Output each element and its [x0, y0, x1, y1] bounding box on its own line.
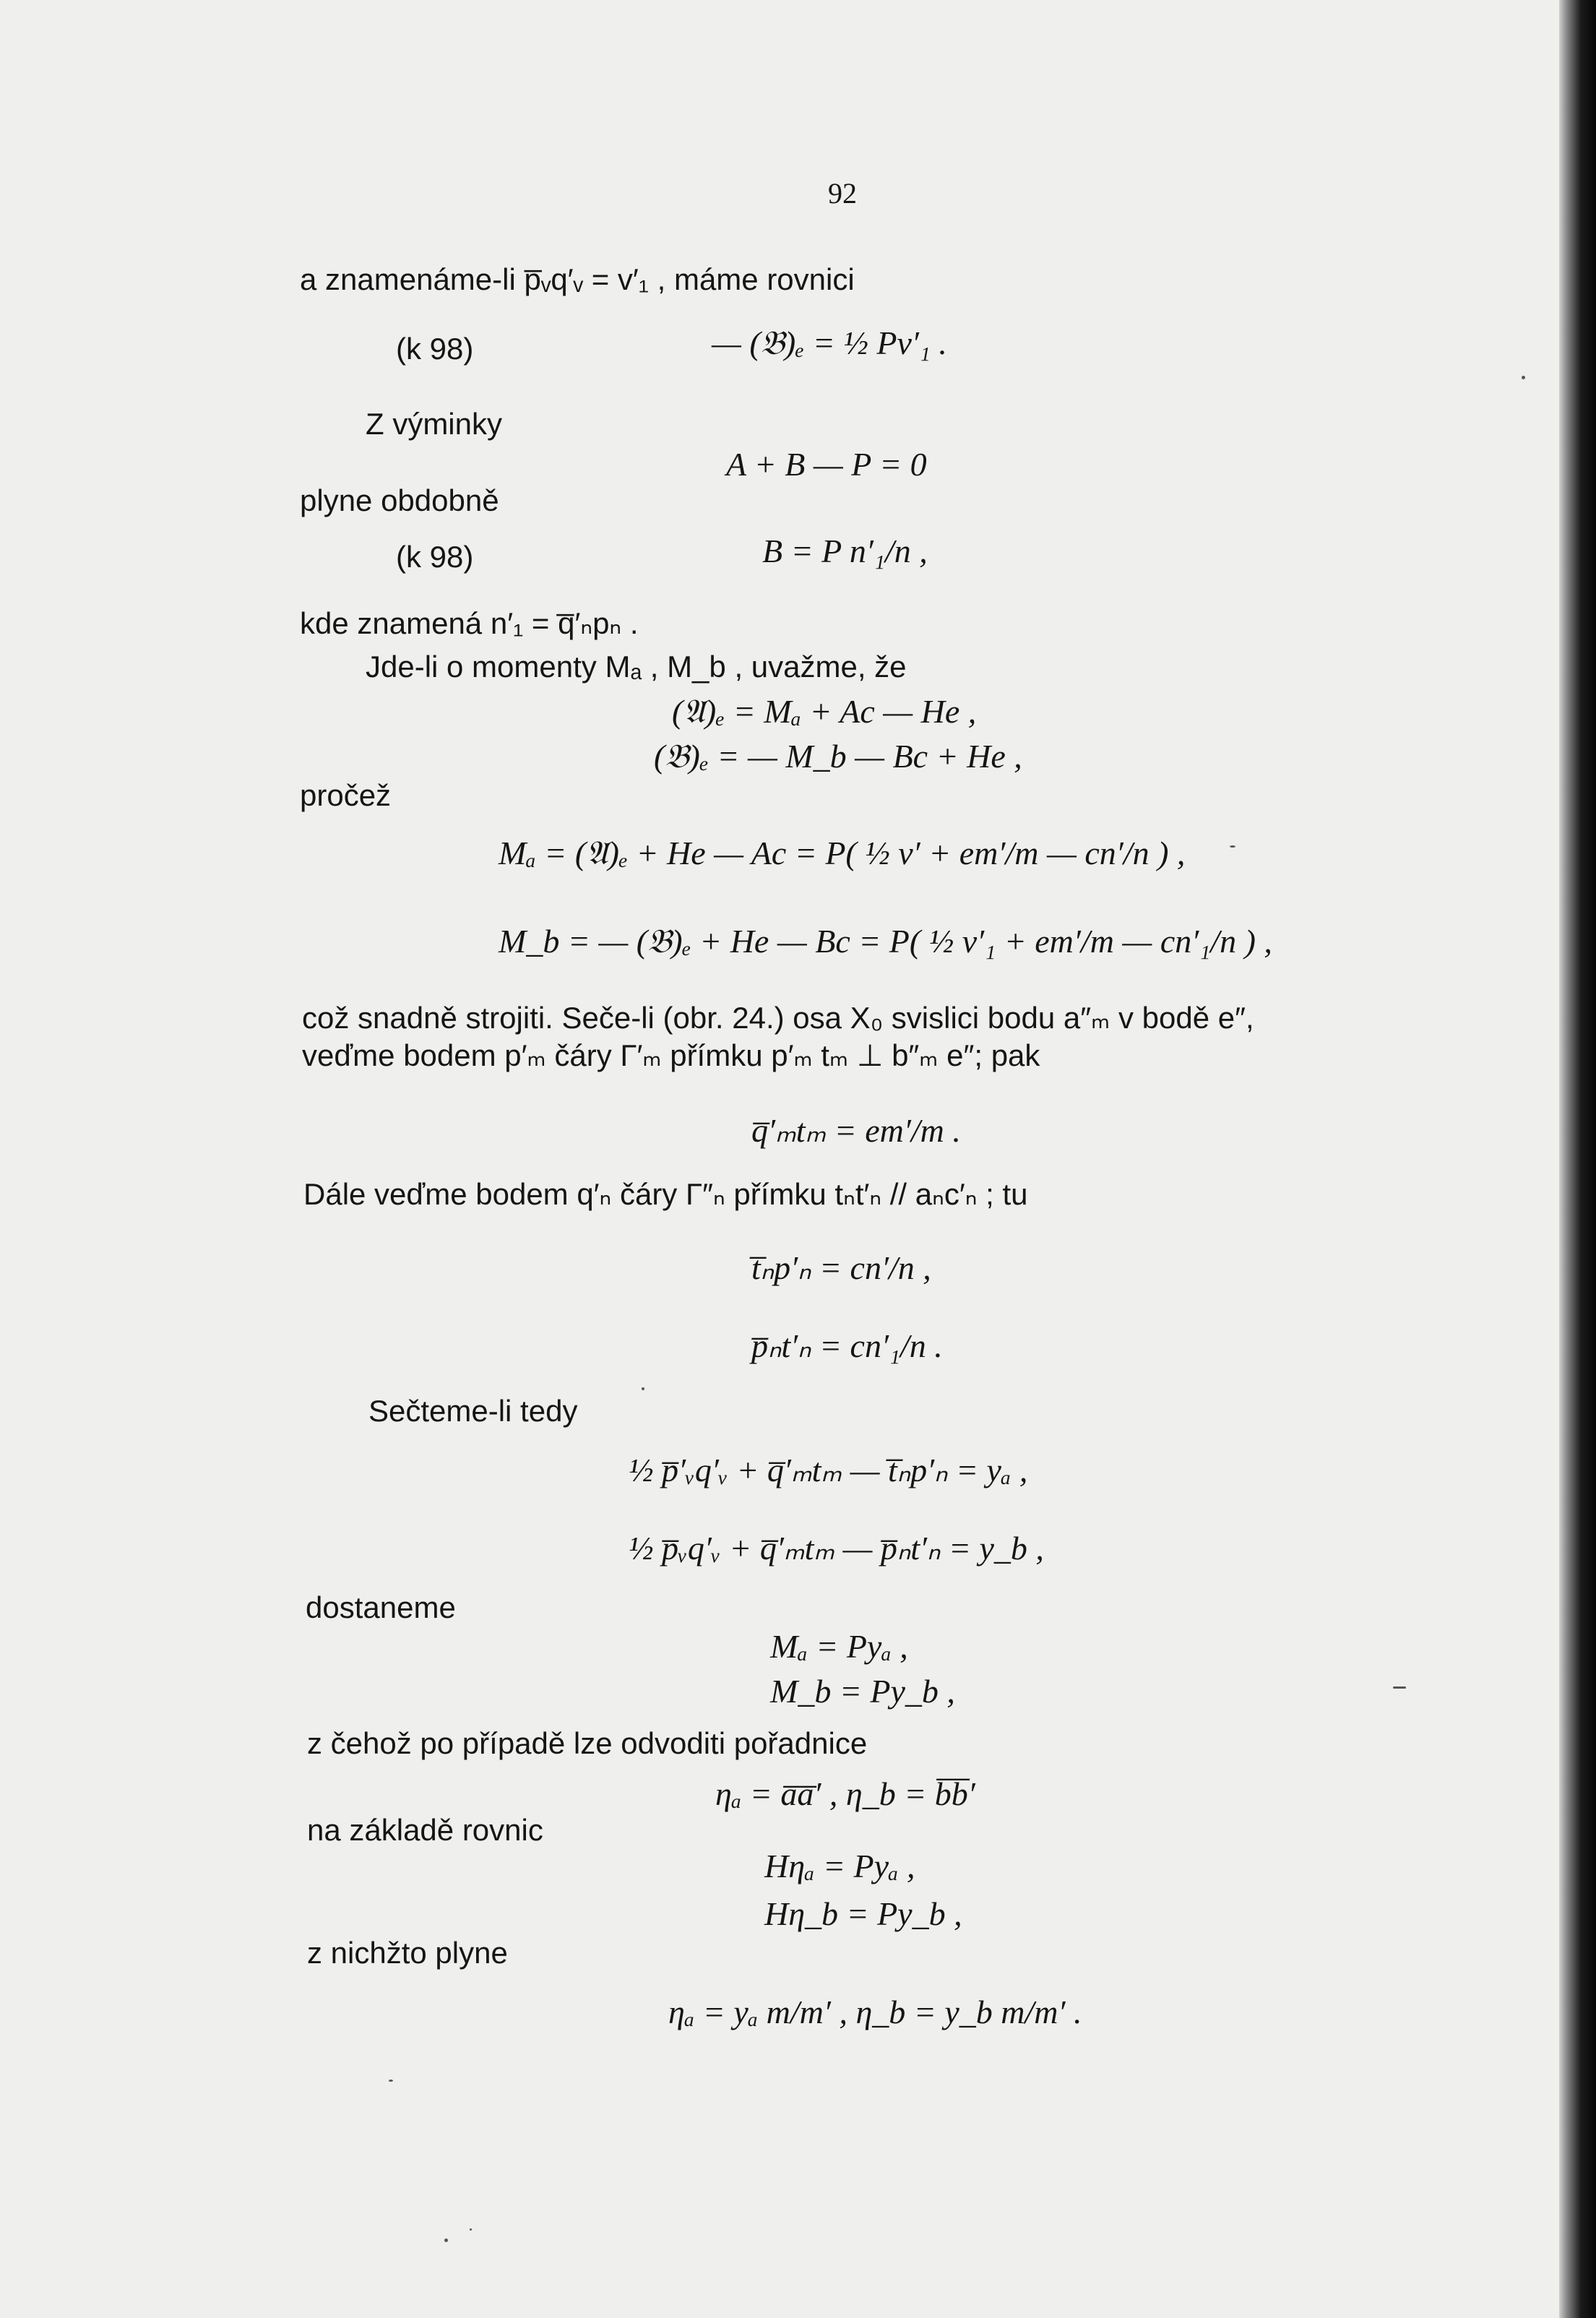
equation-B-P: B = P n′₁/n ,	[762, 533, 928, 569]
text-line-na-zaklade: na základě rovnic	[307, 1813, 543, 1847]
equation-eta-final: ηₐ = yₐ m/m′ , η_b = y_b m/m′ .	[668, 1994, 1082, 2030]
text-line-z-nichzto: z nichžto plyne	[307, 1936, 508, 1970]
equation-y-b: ½ p̅ᵥq′ᵥ + q̅′ₘtₘ — p̅ₙt′ₙ = y_b ,	[629, 1530, 1044, 1567]
equation-Ma-Pya: Mₐ = Pyₐ ,	[770, 1628, 908, 1665]
text-line-z-cehoz: z čehož po případě lze odvoditi pořadnice	[307, 1726, 868, 1760]
equation-A-e: (𝔄)ₑ = Mₐ + Ac — He ,	[672, 693, 977, 730]
dust-speck	[389, 2080, 393, 2082]
equation-B-e: — (𝔅)ₑ = ½ Pv′₁ .	[712, 324, 947, 361]
text-line-dostaneme: dostaneme	[306, 1590, 456, 1624]
equation-y-a: ½ p̅′ᵥq′ᵥ + q̅′ₘtₘ — t̅ₙp′ₙ = yₐ ,	[629, 1452, 1028, 1488]
dust-speck	[1393, 1686, 1406, 1689]
text-line-plyne-obdobne: plyne obdobně	[300, 483, 499, 517]
equation-B-e-2: (𝔅)ₑ = — M_b — Bc + He ,	[654, 738, 1022, 775]
page-number: 92	[828, 177, 857, 210]
text-line-secteme: Sečteme-li tedy	[368, 1394, 578, 1428]
text-line-procez: pročež	[300, 778, 392, 812]
dust-speck	[1522, 376, 1525, 379]
text-line-dale-vedme: Dále veďme bodem q′ₙ čáry Γ″ₙ přímku tₙt′ₙ // aₙc′ₙ ; tu	[303, 1177, 1028, 1211]
text-line-kde-znamena: kde znamená n′₁ = q̅′ₙpₙ .	[300, 606, 639, 640]
text-line-1: a znamenáme-li p̅ᵥq′ᵥ = v′₁ , máme rovnici	[300, 262, 855, 296]
equation-H-eta-b: Hη_b = Py_b ,	[764, 1895, 962, 1932]
equation-H-eta-a: Hηₐ = Pyₐ ,	[764, 1848, 915, 1884]
equation-eta-a-b: ηₐ = a̅a̅′ , η_b = b̅b̅′	[715, 1775, 975, 1812]
equation-p-t: p̅ₙt′ₙ = cn′₁/n .	[751, 1327, 943, 1364]
dust-speck	[642, 1387, 644, 1390]
equation-label-k98-1: (k 98)	[396, 332, 474, 366]
text-line-coz-snadne: což snadně strojiti. Seče-li (obr. 24.) osa X₀ svislici bodu a″ₘ v bodě e″,	[302, 1001, 1254, 1035]
dust-speck	[470, 2228, 472, 2231]
equation-Mb-Pyb: M_b = Py_b ,	[770, 1673, 955, 1710]
equation-label-k98-2: (k 98)	[396, 540, 474, 574]
equation-M-a: Mₐ = (𝔄)ₑ + He — Ac = P( ½ v′ + em′/m — cn′/n ) ,	[499, 835, 1186, 871]
dust-speck	[1230, 845, 1235, 848]
page-edge-shadow	[1559, 0, 1596, 2318]
dust-speck	[444, 2239, 448, 2242]
equation-q-t: q̅′ₘtₘ = em′/m .	[751, 1112, 961, 1149]
text-line-vedme-bodem: veďme bodem p′ₘ čáry Γ′ₘ přímku p′ₘ tₘ ⊥ b″ₘ e″; pak	[302, 1038, 1040, 1072]
text-line-z-vyminky: Z výminky	[366, 407, 502, 441]
equation-t-p: t̅ₙp′ₙ = cn′/n ,	[751, 1249, 931, 1286]
equation-M-b: M_b = — (𝔅)ₑ + He — Bc = P( ½ v′₁ + em′/m — cn′₁/n ) ,	[499, 923, 1272, 960]
equation-A-B-P: A + B — P = 0	[726, 446, 927, 483]
text-line-momenty: Jde-li o momenty Mₐ , M_b , uvažme, že	[366, 650, 907, 684]
